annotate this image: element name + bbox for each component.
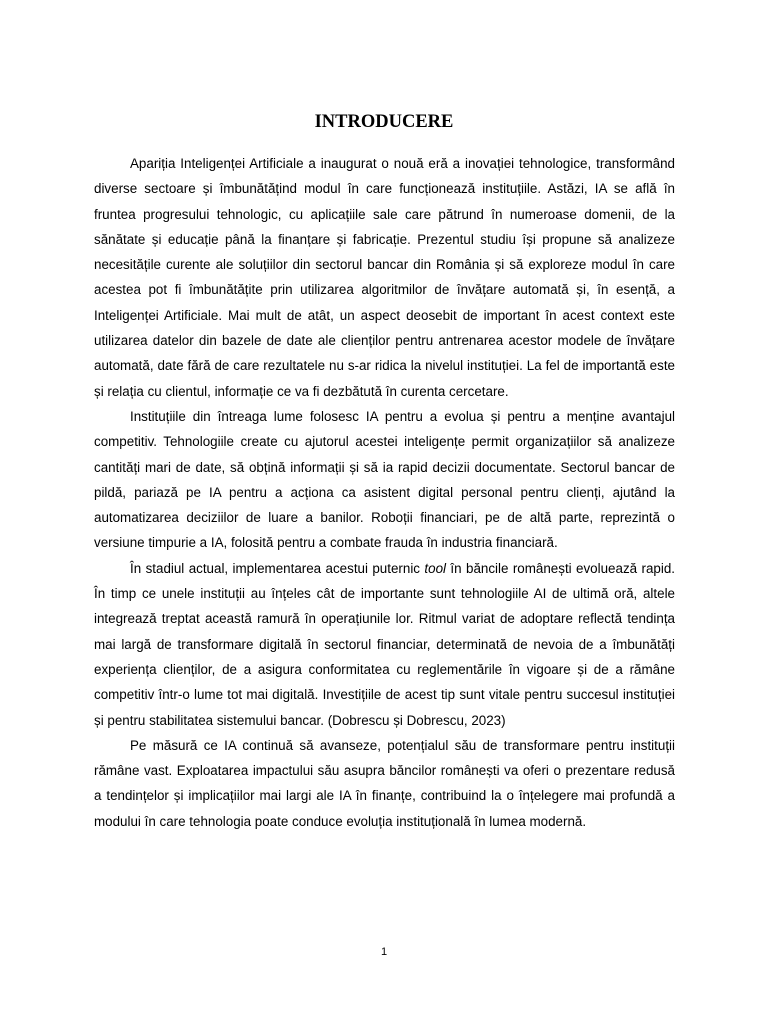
paragraph-text: Pe măsură ce IA continuă să avanseze, potențialul său de transformare pentru instituții rămâne vast. Exploatarea impactului său asupra băncilor românești va oferi o prezentare redusă a tendințelor și implicațiilor mai largi ale IA în finanțe, contribuind la o înțelegere mai profundă a modului în care tehnologia poate conduce evoluția instituțională în lumea modernă. [94, 737, 675, 829]
paragraph [94, 151, 675, 404]
italic-term: tool [424, 560, 447, 576]
paragraph [94, 733, 675, 834]
paragraph [94, 556, 675, 733]
page-number: 1 [380, 946, 388, 958]
body-text [94, 151, 675, 834]
paragraph [94, 404, 675, 556]
paragraph-text: În stadiul actual, implementarea acestui puternic [130, 560, 425, 576]
paragraph-text: Instituțiile din întreaga lume folosesc IA pentru a evolua și pentru a menține avantajul competitiv. Tehnologiile create cu ajutorul acestei inteligențe permit organizațiilor să analizeze cantități mari de date, să obțină informații și să ia rapid decizii documentate. Sectorul bancar de pildă, pariază pe IA pentru a acționa ca asistent digital personal pentru clienți, ajutând la automatizarea deciziilor de luare a banilor. Roboții financiari, pe de altă parte, reprezintă o versiune timpurie a IA, folosită pentru a combate frauda în industria financiară. [94, 408, 675, 551]
paragraph-text: Apariția Inteligenței Artificiale a inaugurat o nouă eră a inovației tehnologice, transformând diverse sectoare și îmbunătățind modul în care funcționează instituțiile. Astăzi, IA se află în fruntea progresului tehnologic, cu aplicațiile sale care pătrund în numeroase domenii, de la sănătate și educație până la finanțare și fabricație. Prezentul studiu își propune să analizeze necesitățile curente ale soluțiilor din sectorul bancar din România și să exploreze modul în care acestea pot fi îmbunătățite prin utilizarea algoritmilor de învățare automată și, în esență, a Inteligenței Artificiale. Mai mult de atât, un aspect deosebit de important în acest context este utilizarea datelor din bazele de date ale clienților pentru antrenarea acestor modele de învățare automată, date fără de care rezultatele nu s-ar ridica la nivelul instituției. La fel de importantă este și relația cu clientul, informație ce va fi dezbătută în curenta cercetare. [94, 156, 675, 399]
paragraph-text: în băncile românești evoluează rapid. În timp ce unele instituții au înțeles cât de importante sunt tehnologiile AI de ultimă oră, altele integrează treptat această ramură în operațiunile lor. Ritmul variat de adoptare reflectă tendința mai largă de transformare digitală în sectorul financiar, determinată de nevoia de a îmbunătăți experiența clienților, de a asigura conformitatea cu reglementările în vigoare și de a rămâne competitiv într-o lume tot mai digitală. Investițiile de acest tip sunt vitale pentru succesul instituției și pentru stabilitatea sistemului bancar. (Dobrescu și Dobrescu, 2023) [94, 560, 675, 728]
page-title: INTRODUCERE [314, 112, 454, 132]
